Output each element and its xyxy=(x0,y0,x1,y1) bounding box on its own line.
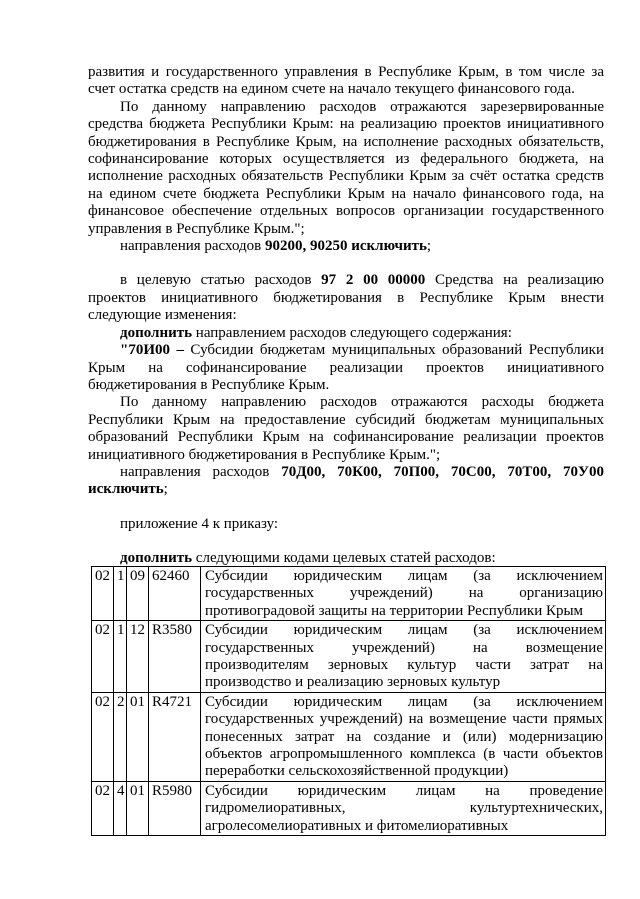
paragraph-exclude-90200: направления расходов 90200, 90250 исключить; xyxy=(120,238,432,255)
table-cell-code: 01 xyxy=(127,692,149,781)
table-row xyxy=(92,692,606,781)
table-cell-code: 02 xyxy=(92,781,114,835)
table-cell-description: Субсидии юридическим лицам (за исключением государственных учреждений) на возмещение части прямых понесенных затрат на создание и (или) модернизацию объектов агропромышленного комплекса (в части объектов переработки сельскохозяйственной продукции) xyxy=(201,692,606,781)
table-cell-code: 09 xyxy=(127,567,149,621)
table-cell-description: Субсидии юридическим лицам (за исключением государственных учреждений) на возмещение производителям зерновых культур части затрат на производство и реализацию зерновых культур xyxy=(201,621,606,693)
table-cell-code: 1 xyxy=(114,567,127,621)
paragraph-70i00: "70И00 – Субсидии бюджетам муниципальных образований Республики Крым на софинансирование реализации проектов инициативного бюджетирования в Республике Крым. xyxy=(88,342,604,393)
table-row xyxy=(92,621,606,693)
table-cell-code: 1 xyxy=(114,621,127,693)
target-article-codes-table xyxy=(91,566,606,836)
table-cell-code: 01 xyxy=(127,781,149,835)
paragraph-appendix-4: приложение 4 к приказу: xyxy=(120,515,279,532)
table-cell-description: Субсидии юридическим лицам на проведение гидромелиоративных, культуртехнических, агролесомелиоративных и фитомелиоративных xyxy=(201,781,606,835)
paragraph-exclude-70d00: направления расходов 70Д00, 70К00, 70П00, 70С00, 70Т00, 70У00 исключить; xyxy=(88,463,604,498)
table-cell-code: R5980 xyxy=(149,781,201,835)
paragraph-add-codes: дополнить следующими кодами целевых статей расходов: xyxy=(120,550,496,567)
table-cell-code: 4 xyxy=(114,781,127,835)
table-cell-code: 2 xyxy=(114,692,127,781)
paragraph-target-article: в целевую статью расходов 97 2 00 00000 Средства на реализацию проектов инициативного бюджетирования в Республике Крым внести следующие изменения: xyxy=(88,272,604,324)
table-cell-code: 02 xyxy=(92,621,114,693)
table-row xyxy=(92,567,606,621)
table-cell-description: Субсидии юридическим лицам (за исключением государственных учреждений) на организацию противоградовой защиты на территории Республики Крым xyxy=(201,567,606,621)
table-cell-code: 62460 xyxy=(149,567,201,621)
paragraph-expenses-description: По данному направлению расходов отражаются расходы бюджета Республики Крым на предоставление субсидий бюджетам муниципальных образований Республики Крым на софинансирование реализации проектов инициативного бюджетирования в Республике Крым."; xyxy=(88,394,604,463)
table-cell-code: 12 xyxy=(127,621,149,693)
paragraph-reserved-funds: По данному направлению расходов отражаются зарезервированные средства бюджета Республики Крым: на реализацию проектов инициативного бюджетирования в Республике Крым, на исполнение расходных обязательств, софинансирование которых осуществляется из федерального бюджета, на исполнение расходных обязательств Республики Крым за счёт остатка средств на едином счете бюджета Республики Крым на начало финансового года, на финансовое обеспечение отдельных вопросов организации государственного управления в Республике Крым."; xyxy=(88,98,604,237)
table-cell-code: 02 xyxy=(92,567,114,621)
table-cell-code: R3580 xyxy=(149,621,201,693)
table-row xyxy=(92,781,606,835)
table-cell-code: 02 xyxy=(92,692,114,781)
paragraph-continuation: развития и государственного управления в Республике Крым, в том числе за счет остатка средств на едином счете на начало текущего финансового года. xyxy=(88,64,604,98)
paragraph-supplement-direction: дополнить направлением расходов следующего содержания: xyxy=(120,324,512,341)
document-body xyxy=(88,64,604,568)
table-cell-code: R4721 xyxy=(149,692,201,781)
